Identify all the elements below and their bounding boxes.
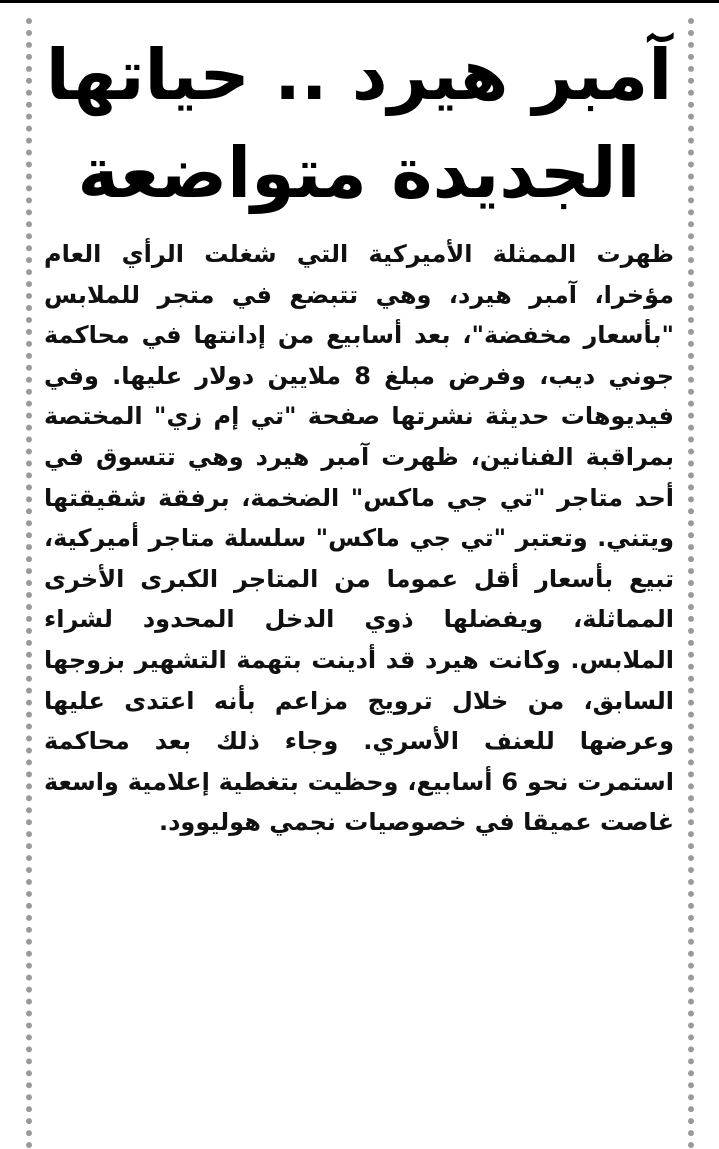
left-dotted-border [26,18,32,1149]
headline-line-2: الجديدة متواضعة [77,132,641,214]
top-rule [0,0,719,3]
headline-line-1: آمبر هيرد .. حياتها [45,34,673,116]
article-body: ظهرت الممثلة الأميركية التي شغلت الرأي العام مؤخرا، آمبر هيرد، وهي تتبضع في متجر للملابس "بأسعار مخفضة"، بعد أسابيع من إدانتها في محاكمة جوني ديب، وفرض مبلغ 8 ملايين دولار عليها. وفي فيديوهات حديثة نشرتها صفحة "تي إم زي" المختصة بمراقبة الفنانين، ظهرت آمبر هيرد وهي تتسوق في أحد متاجر "تي جي ماكس" الضخمة، برفقة شقيقتها ويتني. وتعتبر "تي جي ماكس" سلسلة متاجر أميركية، تبيع بأسعار أقل عموما من المتاجر الكبرى الأخرى المماثلة، ويفضلها ذوي الدخل المحدود لشراء الملابس. وكانت هيرد قد أدينت بتهمة التشهير بزوجها السابق، من خلال ترويج مزاعم بأنه اعتدى عليها وعرضها للعنف الأسري. وجاء ذلك بعد محاكمة استمرت نحو 6 أسابيع، وحظيت بتغطية إعلامية واسعة غاصت عميقا في خصوصيات نجمي هوليوود. [44,240,674,837]
article-headline [44,26,674,222]
right-dotted-border [688,18,694,1149]
news-article [44,26,674,843]
